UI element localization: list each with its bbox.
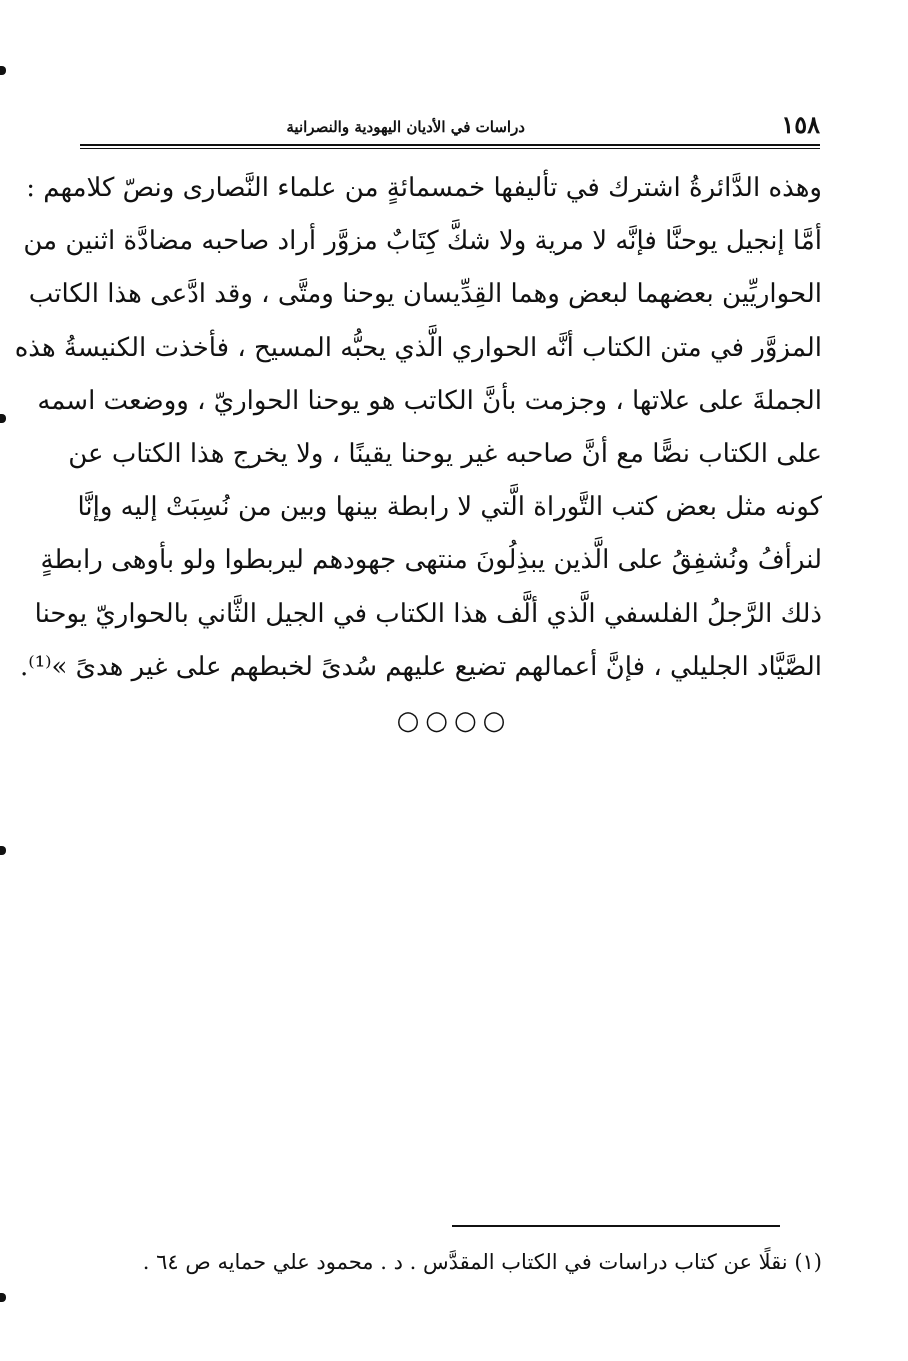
header-rule-thin [80, 148, 820, 149]
text-line: الصَّيَّاد الجليلي ، فإنَّ أعمالهم تضيع عليهم سُدىً لخبطهم على غير هدىً »⁽¹⁾. [20, 651, 822, 682]
body-text [14, 162, 822, 694]
scan-edge-mark [0, 846, 6, 855]
footnote: (١) نقلًا عن كتاب دراسات في الكتاب المقدَّس . د . محمود علي حمايه ص ٦٤ . [142, 1250, 822, 1274]
text-line: على الكتاب نصًّا مع أنَّ صاحبه غير يوحنا يقينًا ، ولا يخرج هذا الكتاب عن [68, 438, 822, 469]
scan-edge-mark [0, 1293, 6, 1302]
header-rule [80, 144, 820, 146]
text-line: أمَّا إنجيل يوحنَّا فإنَّه لا مرية ولا شكَّ كِتَابٌ مزوَّر أراد صاحبه مضادَّة اثنين من [23, 226, 822, 257]
scan-edge-mark [0, 66, 6, 75]
scan-edge-mark [0, 414, 6, 423]
page-header [80, 110, 820, 146]
text-line: المزوَّر في متن الكتاب أنَّه الحواري الَّذي يحبُّه المسيح ، فأخذت الكنيسةُ هذه [14, 332, 822, 363]
text-line: الحواريِّين بعضهما لبعض وهما القِدِّيسان يوحنا ومتَّى ، وقد ادَّعى هذا الكاتب [28, 279, 822, 310]
running-title: دراسات في الأديان اليهودية والنصرانية [286, 118, 525, 136]
text-line: وهذه الدَّائرةُ اشترك في تأليفها خمسمائةٍ من علماء النَّصارى ونصّ كلامهم : [26, 173, 822, 203]
text-line: ذلك الرَّجلُ الفلسفي الَّذي ألَّف هذا الكتاب في الجيل الثَّاني بالحواريّ يوحنا [34, 598, 822, 629]
text-line: كونه مثل بعض كتب التَّوراة الَّتي لا رابطة بينها وبين من نُسِبَتْ إليه وإنَّا [77, 492, 822, 523]
page-number: ١٥٨ [781, 110, 820, 139]
text-line: الجملةَ على علاتها ، وجزمت بأنَّ الكاتب هو يوحنا الحواريّ ، ووضعت اسمه [37, 385, 822, 416]
text-line: لنرأفُ ونُشفِقُ على الَّذين يبذِلُونَ منتهى جهودهم ليربطوا ولو بأوهى رابطةٍ [40, 545, 822, 576]
section-separator: ○○○○ [396, 706, 512, 736]
footnote-rule [452, 1225, 780, 1227]
